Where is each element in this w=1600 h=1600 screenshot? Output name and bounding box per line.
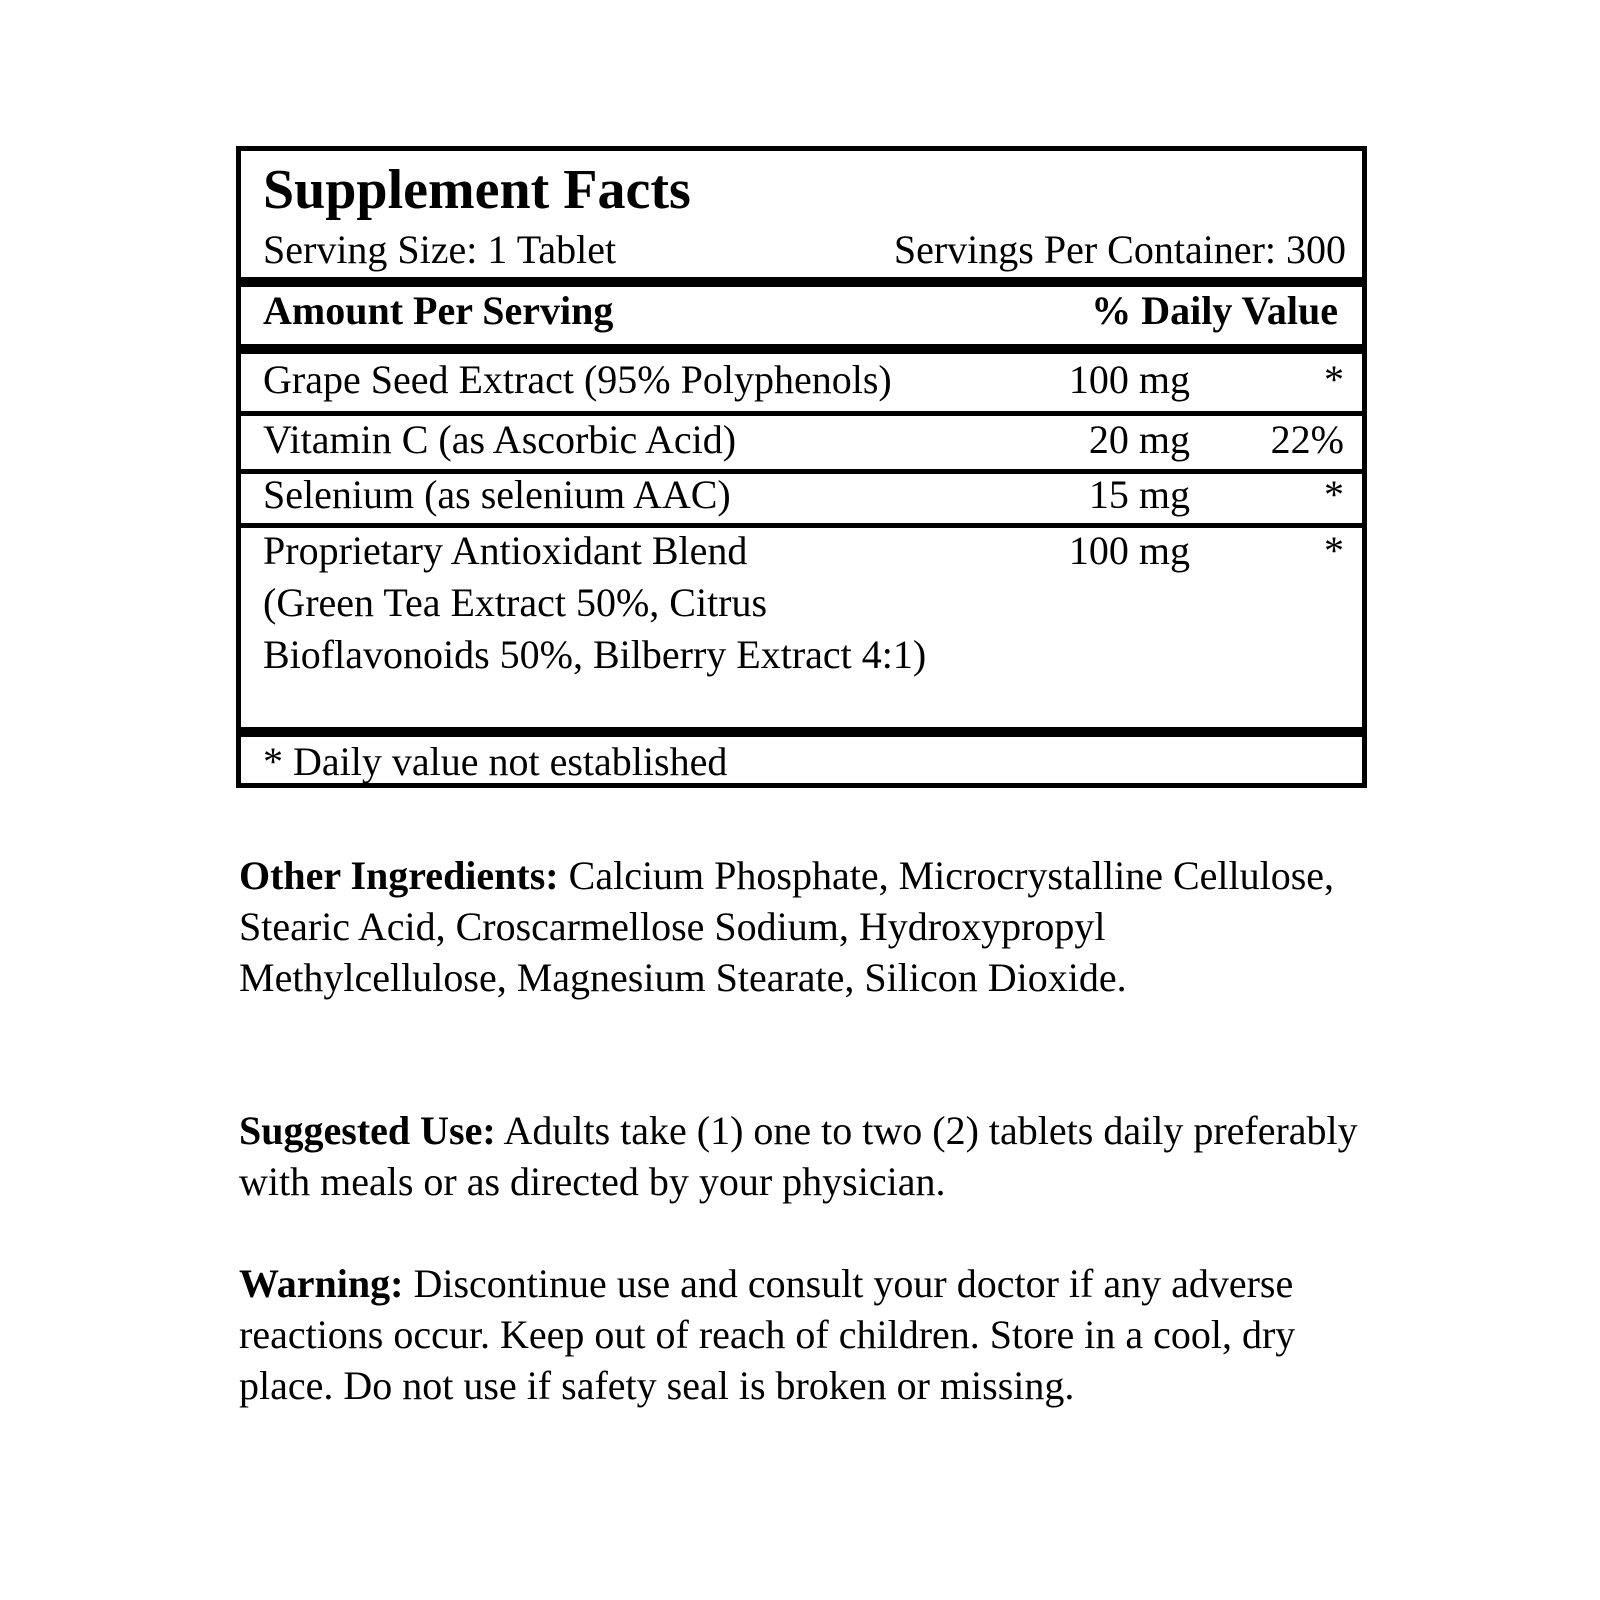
thick-divider (241, 344, 1362, 354)
other-ingredients (239, 850, 1379, 1003)
ingredient-daily-value: * (1324, 357, 1344, 402)
thick-divider (241, 277, 1362, 287)
ingredient-amount: 20 mg (1088, 417, 1190, 462)
facts-title: Supplement Facts (263, 159, 691, 221)
warning (239, 1258, 1379, 1411)
thick-divider (241, 727, 1362, 737)
ingredient-name: Vitamin C (as Ascorbic Acid) (263, 417, 737, 462)
ingredient-daily-value: 22% (1270, 417, 1344, 462)
ingredient-name: Proprietary Antioxidant Blend (263, 528, 748, 573)
warning-label: Warning: (239, 1261, 404, 1306)
amount-per-serving-header: Amount Per Serving (263, 288, 614, 333)
warning-text: Discontinue use and consult your doctor if any adverse reactions occur. Keep out of reach of children. Store in a cool, dry place. Do not use if safety seal is broken or missing. (239, 1261, 1296, 1408)
daily-value-footnote: * Daily value not established (263, 739, 728, 784)
suggested-use (239, 1105, 1379, 1207)
ingredient-amount: 100 mg (1068, 528, 1190, 573)
suggested-use-label: Suggested Use: (239, 1108, 496, 1153)
ingredient-amount: 15 mg (1088, 472, 1190, 517)
other-ingredients-label: Other Ingredients: (239, 853, 559, 898)
ingredient-name: Selenium (as selenium AAC) (263, 472, 731, 517)
ingredient-daily-value: * (1324, 472, 1344, 517)
servings-per-container: Servings Per Container: 300 (893, 227, 1346, 272)
ingredient-name: Grape Seed Extract (95% Polyphenols) (263, 357, 892, 402)
blend-detail: (Green Tea Extract 50%, Citrus Bioflavonoids 50%, Bilberry Extract 4:1) (263, 580, 927, 677)
daily-value-header: % Daily Value (1091, 288, 1338, 333)
ingredient-amount: 100 mg (1068, 357, 1190, 402)
other-ingredients-text: Calcium Phosphate, Microcrystalline Cellulose, Stearic Acid, Croscarmellose Sodium, Hydroxypropyl Methylcellulose, Magnesium Stearate, Silicon Dioxide. (239, 853, 1335, 1000)
ingredient-daily-value: * (1324, 528, 1344, 573)
supplement-facts-panel (236, 146, 1367, 788)
suggested-use-text: Adults take (1) one to two (2) tablets daily preferably with meals or as directed by your physician. (239, 1108, 1358, 1204)
serving-size: Serving Size: 1 Tablet (263, 227, 617, 272)
